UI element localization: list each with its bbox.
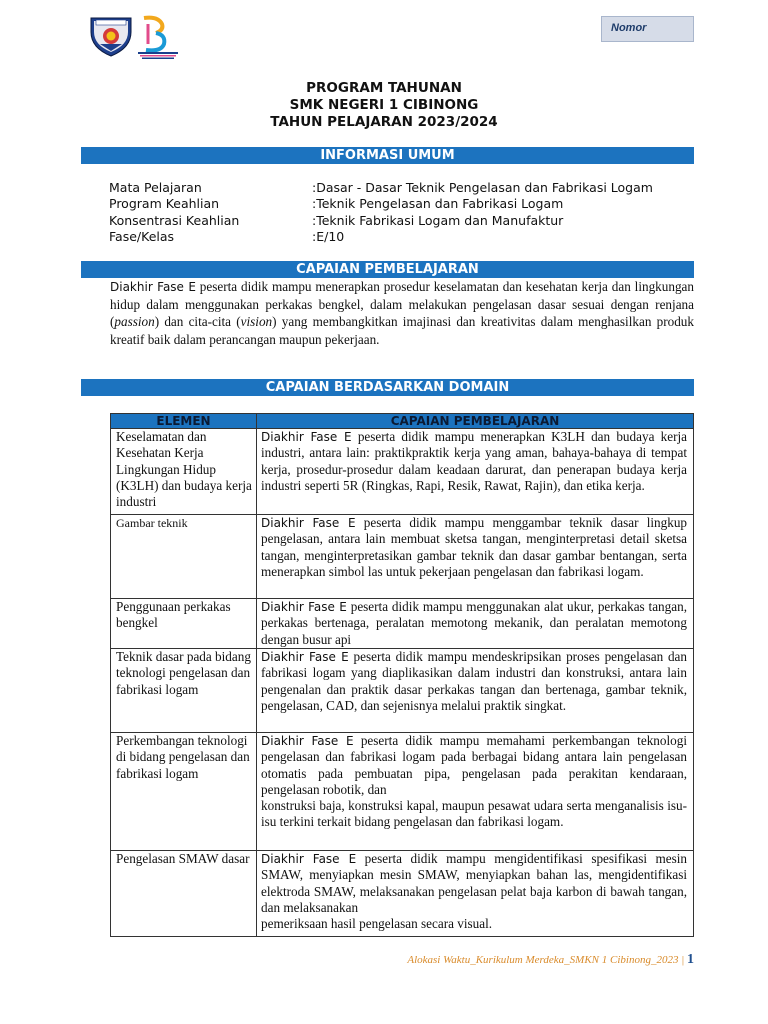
cell-text: peserta didik mampu menggunakan alat ukur, perkakas tangan, perkakas bertenaga, peralatan memotong mekanik, dan peralatan memotong dengan busur api	[261, 599, 687, 647]
table-row	[111, 515, 694, 599]
elemen-cell: Gambar teknik	[111, 515, 257, 599]
info-row	[109, 229, 653, 245]
info-value: :Dasar - Dasar Teknik Pengelasan dan Fabrikasi Logam	[312, 180, 653, 195]
header-capaian: CAPAIAN PEMBELAJARAN	[257, 414, 694, 429]
info-label: Konsentrasi Keahlian	[109, 212, 240, 228]
cell-lead: Diakhir Fase E	[261, 430, 352, 444]
capaian-text-1: peserta didik mampu menerapkan prosedur keselamatan dan kesehatan kerja dan lingkungan hidup dalam menggunakan perkakas bengkel, dalam melakukan pengelasan dasar sesuai dengan renjana (	[110, 279, 695, 330]
berakhlak-logo	[136, 14, 180, 60]
elemen-cell: Penggunaan perkakas bengkel	[111, 599, 257, 649]
capaian-lead: Diakhir Fase E	[110, 280, 196, 294]
title-line-1: PROGRAM TAHUNAN	[306, 80, 462, 96]
capaian-cell	[257, 429, 694, 515]
info-row	[109, 180, 653, 196]
info-row	[109, 213, 653, 229]
elemen-cell: Pengelasan SMAW dasar	[111, 851, 257, 937]
capaian-cell	[257, 649, 694, 733]
elemen-cell: Perkembangan teknologi di bidang pengelasan dan fabrikasi logam	[111, 733, 257, 851]
info-row	[109, 196, 653, 212]
footer-text: Alokasi Waktu_Kurikulum Merdeka_SMKN 1 Cibinong_2023 |	[407, 954, 685, 966]
cell-text: peserta didik mampu mengidentifikasi spesifikasi mesin SMAW, menyiapkan mesin SMAW, menyiapkan bahan las, mengidentifikasi elektroda SMAW, melaksanakan pengelasan pelat baja karbon di bawah tangan, dan melaksanakan	[261, 851, 688, 915]
cell-text: peserta didik mampu memahami perkembangan teknologi pengelasan dan fabrikasi logam pada berbagai bidang antara lain pengelasan otomatis pada pembuatan pipa, pengelasan pada perakitan kendaraan, pengelasan robotik, dan	[261, 733, 687, 797]
table-row	[111, 851, 694, 937]
capaian-cell	[257, 733, 694, 851]
capaian-cell	[257, 599, 694, 649]
nomor-label: Nomor	[611, 22, 647, 34]
header-elemen: ELEMEN	[111, 414, 257, 429]
table-header-row	[111, 414, 694, 429]
table-row	[111, 599, 694, 649]
nomor-box	[601, 16, 694, 42]
capaian-vision: vision	[240, 314, 273, 330]
cell-text: peserta didik mampu mendeskripsikan proses pengelasan dan fabrikasi logam yang diaplikasikan dalam industri dan konstruksi, antara lain pengenalan dan praktik dasar perkakas tangan dan bertenaga, gambar teknik, pengelasan, CAD, dan sejenisnya melalui praktik singkat.	[261, 649, 687, 713]
table-row	[111, 733, 694, 851]
cell-text: peserta didik mampu menerapkan K3LH dan budaya kerja industri, antara lain: praktikpraktik kerja yang aman, bahaya-bahaya di tempat kerja, prosedur-prosedur dalam keadaan darurat, dan penerapan budaya kerja industri seperti 5R (Ringkas, Rapi, Resik, Rawat, Rajin), dan etika kerja.	[261, 429, 688, 493]
info-label: Mata Pelajaran	[109, 180, 202, 195]
page-number: 1	[687, 952, 694, 967]
section-bar-capaian-domain: CAPAIAN BERDASARKAN DOMAIN	[81, 379, 694, 396]
page-footer	[388, 952, 694, 968]
school-emblem-logo	[88, 14, 134, 58]
capaian-cell	[257, 851, 694, 937]
capaian-text-2: ) dan cita-cita (	[154, 314, 241, 330]
cell-lead: Diakhir Fase E	[261, 734, 354, 748]
info-value: :Teknik Fabrikasi Logam dan Manufaktur	[312, 212, 564, 228]
cell-lead: Diakhir Fase E	[261, 516, 356, 530]
cell-text-continued: konstruksi baja, konstruksi kapal, maupun pesawat udara serta menganalisis isu-isu terkini terkait bidang pengelasan dan fabrikasi logam.	[261, 798, 687, 830]
domain-table	[110, 413, 694, 937]
elemen-cell: Keselamatan dan Kesehatan Kerja Lingkungan Hidup (K3LH) dan budaya kerja industri	[111, 429, 257, 515]
section-bar-informasi-umum: INFORMASI UMUM	[81, 147, 694, 164]
cell-text: peserta didik mampu menggambar teknik dasar lingkup pengelasan, antara lain membuat sketsa tangan, menginterpretasi detail sketsa tangan, menginterpretasikan gambar teknik dan dasar gambar bentangan, serta menerapkan simbol las untuk pekerjaan pengelasan dan fabrikasi logam.	[261, 515, 688, 579]
capaian-passion: passion	[114, 314, 155, 330]
title-line-3: TAHUN PELAJARAN 2023/2024	[270, 114, 498, 130]
capaian-paragraph	[110, 278, 694, 348]
info-label: Program Keahlian	[109, 196, 220, 212]
section-bar-capaian-pembelajaran: CAPAIAN PEMBELAJARAN	[81, 261, 694, 278]
info-value: :Teknik Pengelasan dan Fabrikasi Logam	[312, 196, 564, 212]
title-line-2: SMK NEGERI 1 CIBINONG	[289, 97, 479, 113]
table-row	[111, 429, 694, 515]
cell-lead: Diakhir Fase E	[261, 852, 357, 866]
info-label: Fase/Kelas	[109, 229, 175, 245]
capaian-cell	[257, 515, 694, 599]
cell-lead: Diakhir Fase E	[261, 650, 349, 664]
table-row	[111, 649, 694, 733]
cell-lead: Diakhir Fase E	[261, 600, 347, 614]
info-value: :E/10	[312, 229, 345, 245]
document-title	[0, 80, 768, 131]
elemen-cell: Teknik dasar pada bidang teknologi pengelasan dan fabrikasi logam	[111, 649, 257, 733]
info-list	[109, 180, 653, 246]
capaian-text-3: ) yang membangkitkan imajinasi dan kreativitas dalam menghasilkan produk kreatif baik dalam perancangan maupun pekerjaan.	[110, 314, 694, 347]
cell-text-continued: pemeriksaan hasil pengelasan secara visual.	[261, 916, 493, 932]
